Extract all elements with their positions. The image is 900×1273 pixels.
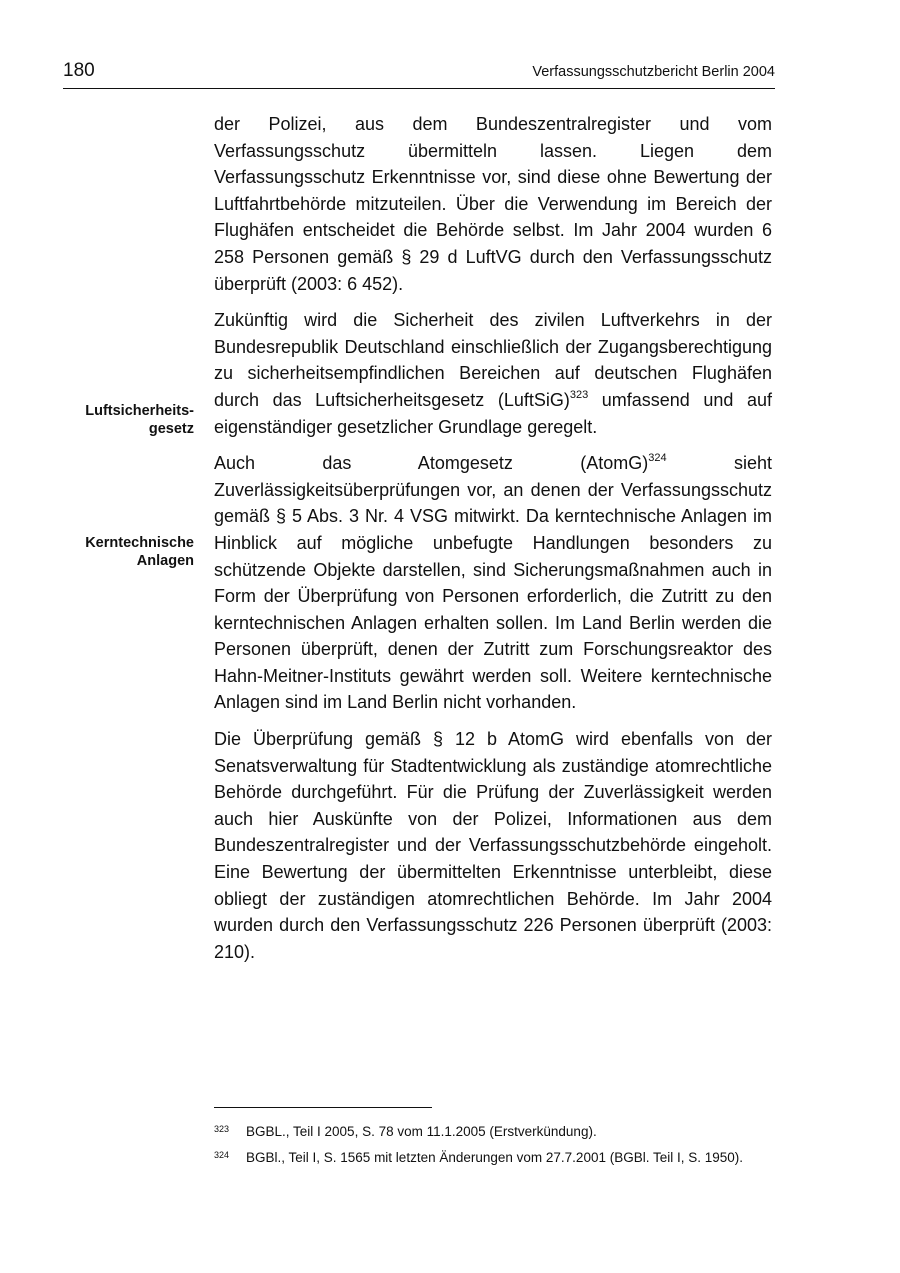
margin-note-kerntechnische-anlagen bbox=[64, 534, 194, 570]
footnote-number: 324 bbox=[214, 1150, 230, 1160]
paragraph-2 bbox=[214, 307, 772, 440]
paragraph-1: der Polizei, aus dem Bundeszentralregister und vom Verfassungsschutz übermitteln lassen. Liegen dem Verfassungsschutz Erkenntnisse vor, sind diese ohne Bewertung der Luftfahrtbehörde mitzuteilen. Über die Verwendung im Bereich der Flughäfen entscheidet die Behörde selbst. Im Jahr 2004 wurden 6 258 Personen gemäß § 29 d LuftVG durch den Verfassungsschutz überprüft (2003: 6 452). bbox=[214, 114, 772, 294]
footnote-text: BGBL., Teil I 2005, S. 78 vom 11.1.2005 (Erstverkündung). bbox=[246, 1124, 597, 1139]
paragraph-4: Die Überprüfung gemäß § 12 b AtomG wird ebenfalls von der Senatsverwaltung für Stadtentwicklung als zuständige atomrechtliche Behörde durchgeführt. Für die Prüfung der Zuverlässigkeit werden auch hier Auskünfte von der Polizei, Informationen aus dem Bundeszentralregister und der Verfassungsschutzbehörde eingeholt. Eine Bewertung der übermittelten Erkenntnisse unterbleibt, diese obliegt der zuständigen atomrechtlichen Behörde. Im Jahr 2004 wurden durch den Verfassungsschutz 226 Personen überprüft (2003: 210). bbox=[214, 729, 772, 962]
paragraph-3-text-b: sieht Zuverlässigkeitsüberprüfungen vor, an denen der Verfassungsschutz gemäß § 5 Abs. 3 Nr. 4 VSG mitwirkt. Da kerntechnische Anlagen im Hinblick auf mögliche unbefugte Handlungen besonders zu schützende Objekte darstellen, sind Sicherungsmaßnahmen auch in Form der Überprüfung von Personen erforderlich, die Zutritt zu den kerntechnischen Anlagen erhalten sollen. Im Land Berlin werden die Personen überprüft, denen der Zutritt zum Forschungsreaktor des Hahn-Meitner-Instituts gewährt werden soll. Weitere kerntechnische Anlagen sind im Land Berlin nicht vorhanden. bbox=[214, 453, 772, 713]
page-number: 180 bbox=[63, 60, 95, 81]
margin-note-line: Kerntechnische bbox=[85, 535, 194, 551]
footnote-ref-323[interactable]: 323 bbox=[569, 388, 589, 401]
footnote-ref-324[interactable]: 324 bbox=[648, 452, 667, 465]
footnote-separator bbox=[214, 1107, 432, 1108]
footnote-text: BGBl., Teil I, S. 1565 mit letzten Änderungen vom 27.7.2001 (BGBl. Teil I, S. 1950). bbox=[246, 1150, 744, 1165]
paragraph-2-text-b: umfassend und auf eigenständiger gesetzlicher Grundlage geregelt. bbox=[214, 389, 772, 437]
page-header bbox=[63, 60, 775, 89]
paragraph-2-text-a: Zukünftig wird die Sicherheit des zivilen Luftverkehrs in der Bundesrepublik Deutschland einschließlich der Zugangsberechtigung zu sicherheitsempfindlichen Bereichen auf deutschen Flughäfen durch das Luftsicherheitsgesetz (LuftSiG) bbox=[214, 310, 772, 410]
footnotes bbox=[214, 1123, 772, 1175]
footnote-323 bbox=[214, 1123, 772, 1141]
paragraph-3 bbox=[214, 450, 772, 716]
margin-note-line: Anlagen bbox=[136, 553, 194, 569]
margin-note-line: Luftsicherheits- bbox=[85, 403, 194, 419]
paragraph-3-text-a: Auch das Atomgesetz (AtomG) bbox=[214, 453, 649, 474]
footnote-324 bbox=[214, 1149, 772, 1167]
margin-note-luftsicherheitsgesetz bbox=[64, 402, 194, 438]
running-title: Verfassungsschutzbericht Berlin 2004 bbox=[532, 64, 775, 80]
margin-note-line: gesetz bbox=[148, 421, 194, 437]
footnote-number: 323 bbox=[214, 1124, 230, 1134]
main-text bbox=[214, 111, 772, 975]
